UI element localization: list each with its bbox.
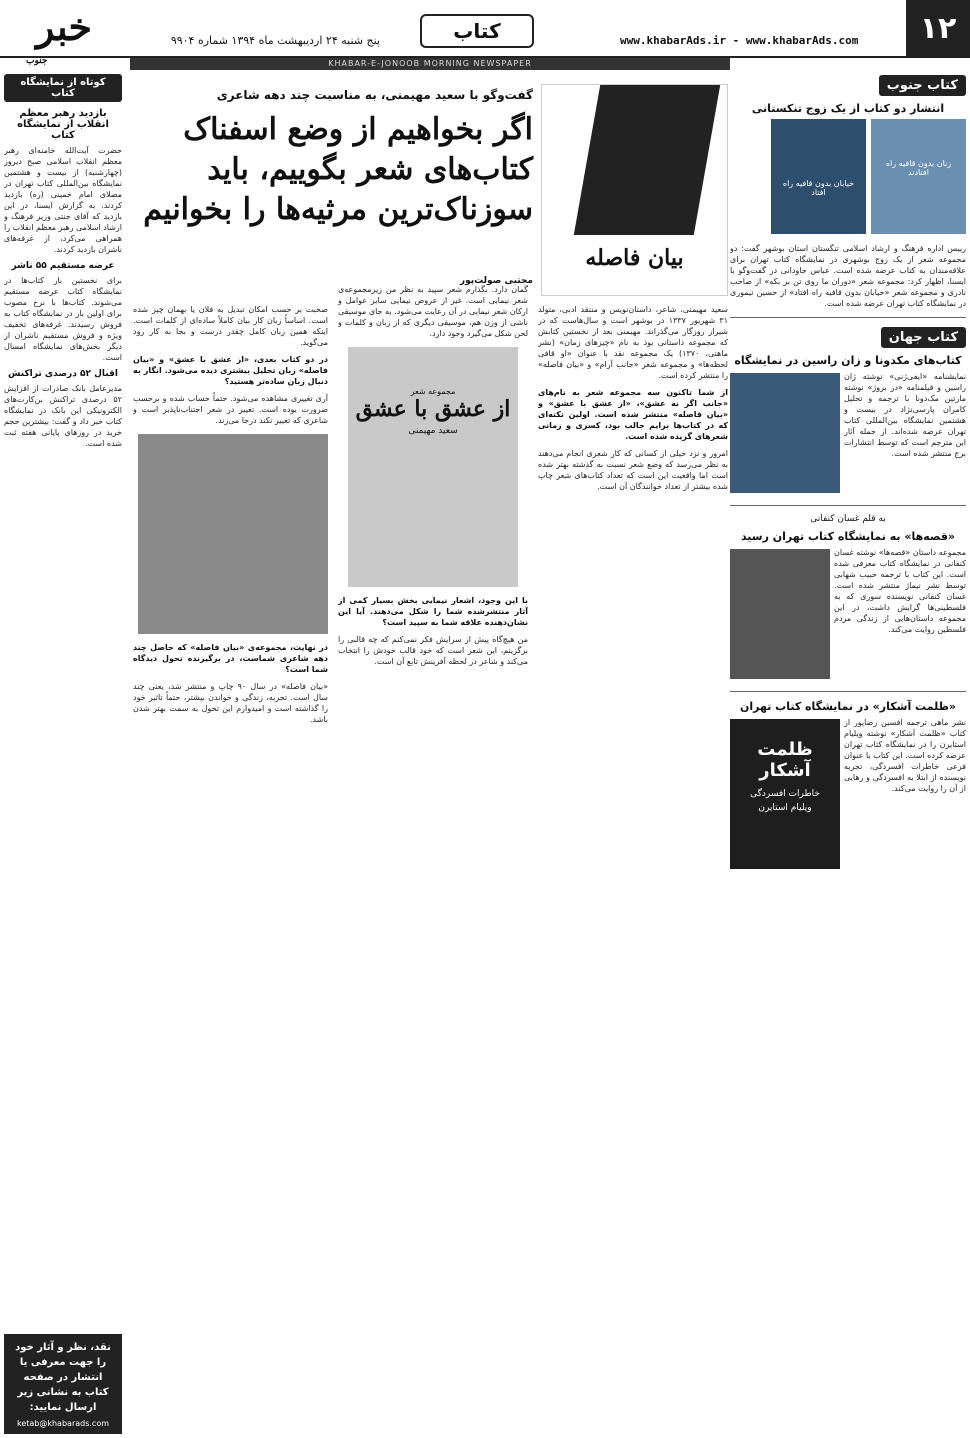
box-title-south: کتاب جنوب — [879, 75, 966, 96]
date-line: پنج شنبه ۲۴ اردیبهشت ماه ۱۳۹۴ شماره ۹۹۰۴ — [170, 34, 380, 47]
col-2-text: گمان دارد. بگذارم شعر سپید به نظر من زیرمجموعه‌ی شعر نیمایی است. غیر از عروض نیمایی سایر عوامل و ارکان شعر نیمایی در آن رعایت می‌شود. به جای موسیقی ناشی از وزن هم، موسیقی دیگری که از زبان و کلمات و لحن شکل می‌گیرد وجود دارد. — [338, 285, 528, 338]
logo — [4, 2, 124, 66]
col-1-text: سعید مهیمنی، شاعر، داستان‌نویس و منتقد ادبی، متولد ۳۱ شهریور ۱۳۳۷ در بوشهر است و سال‌هاست که در شیراز روزگار می‌گذراند. مهیمنی بعد از نخستین کتابش که مجموعه داستانی بود به نام «چیزهای زمان» (نشر ماهنی، ۱۳۷۰) یک مجموعه نقد با عنوان «او قافی لحظه‌ها» و مجموعه شعر «جانب آرام» و «بیان فاصله» را منتشر کرده است. — [538, 305, 728, 380]
article-col-3 — [133, 304, 328, 1424]
styron-book-cover — [730, 719, 840, 869]
cover-2-title: از عشق با عشق — [355, 396, 511, 422]
right-column — [730, 74, 966, 1434]
styron-cover-author: ویلیام استایرن — [758, 803, 812, 813]
site-url[interactable]: www.khabarAds.ir - www.khabarAds.com — [620, 34, 859, 47]
cover-2 — [348, 347, 518, 587]
article-headline: اگر بخواهیم از وضع اسفناک کتاب‌های شعر بگوییم، باید سوزناک‌ترین مرثیه‌ها را بخوانیم — [143, 112, 533, 227]
kanafani-photo — [730, 549, 830, 679]
author-portrait — [138, 434, 328, 634]
col-3-question: در دو کتاب بعدی، «از عشق با عشق» و «بیان فاصله» زبان تحلیل بیشتری دیده می‌شود. انگار به دنبال زبان ساده‌تر هستید؟ — [133, 355, 328, 386]
col-3-text: صحبت بر حسب امکان تبدیل به فلان یا بهمان چیز شده است. اساساً زبان کار بیان کاملاً ساده‌ای از کلمات است. اینکه همین زبان کامل چقدر درست و بجا به کار رود می‌گوید. — [133, 305, 328, 347]
col-2-question: با این وجود، اشعار نیمایی بخش بسیار کمی از آثار منتشرشده شما را شکل می‌دهند. آیا این نشان‌دهنده علاقه شما به سپید است؟ — [338, 596, 528, 627]
short-news-h2: عرضه مستقیم ۵۵ ناشر — [11, 261, 115, 271]
section-styron — [730, 700, 966, 873]
left-column — [4, 74, 122, 1434]
cover-2-sub: مجموعه شعر — [410, 387, 456, 396]
col-2-answer: من هیچ‌گاه پیش از سرایش فکر نمی‌کنم که چه قالبی را برگزینم، این شعر است که خود قالب خودش را انتخاب می‌کند و شاعر در لحظه آفرینش تابع آن است. — [338, 635, 528, 666]
byline-kanafani: به قلم غسان کنفانی — [810, 514, 886, 524]
section-box-world — [730, 326, 966, 497]
box-title-world: کتاب جهان — [881, 327, 966, 348]
section-box-south — [730, 74, 966, 309]
short-news-body2: برای نخستین بار کتاب‌ها در نمایشگاه کتاب عرضه مستقیم می‌شوند. کتاب‌ها با نرخ مصوب برای اولین بار در نمایشگاه کتاب به فروش رسیدند. غرفه‌های تخفیف ویژه و فروش مستقیم ناشران از دیگر بخش‌های نمایشگاه امسال است. — [4, 276, 122, 362]
styron-cover-title: ظلمت آشکار — [757, 739, 813, 781]
masthead-strip: KHABAR-E-JONOOB MORNING NEWSPAPER — [130, 58, 730, 70]
submission-text: نقد، نظر و آثار خود را جهت معرفی یا انتشار در صفحه کتاب به نشانی زیر ارسال نمایید: — [15, 1342, 111, 1413]
headline-styron: «ظلمت آشکار» در نمایشگاه کتاب تهران — [739, 700, 957, 713]
page-number: ۱۲ — [906, 0, 970, 56]
article-kicker: گفت‌وگو با سعید مهیمنی، به مناسبت چند دهه شاعری — [216, 88, 533, 102]
section-kanafani — [730, 514, 966, 683]
cover-2-author: سعید مهیمنی — [408, 426, 458, 436]
col-1-answer: امروز و نزد خیلی از کسانی که کار شعری انجام می‌دهند به نظر می‌رسد که وضع شعر نسبت به گذشته بهتر شده است اما واقعیت این است که تعداد کتاب‌های شعر چاپ شده بیشتر از تعداد خوانندگان آن است. — [538, 449, 728, 491]
col-1-question: از شما تاکنون سه مجموعه شعر به نام‌های «جانب اگر نه عشق»، «از عشق با عشق» و «بیان فاصله» منتشر شده است. اولین نکته‌ای که در کتاب‌ها برایم جالب بود، کسری و زمانی شعرهای گزیده شده است. — [538, 388, 728, 441]
book-cover-2 — [771, 119, 866, 234]
headline-south: انتشار دو کتاب از یک زوج تنکستانی — [751, 102, 945, 115]
body-styron: نشر ماهی ترجمه افسین رضاپور از کتاب «ظلمت آشکار» نوشته ویلیام استایرن را در نمایشگاه کتاب تهران عرضه کرده است. این کتاب با عنوان فرعی خاطرات افسردگی، تجربه نویسنده از ابتلا به افسردگی و رهایی از آن را روایت می‌کند. — [844, 718, 966, 793]
body-south: رییس اداره فرهنگ و ارشاد اسلامی تنگستان استان بوشهر گفت: دو مجموعه شعر از یک زوج بوشهری در نمایشگاه کتاب تهران برای علاقه‌مندان به کتاب عرضه شده است. عباس جاودانی در گفت‌وگو با ایسنا، اظهار کرد: مجموعه شعر «دوران ما روی تن بر بکه» از صاحب نادری و مجموعه شعر «خیابان بدون قافیه راه افتاد» از حسین تیموری در نمایشگاه کتاب تهران عرضه شده است. — [730, 244, 966, 308]
world-book-photo — [730, 373, 840, 493]
submission-email[interactable]: ketab@khabarads.com — [16, 1419, 110, 1428]
section-label: کتاب — [420, 14, 534, 48]
short-news-body3: مدیرعامل بانک صادرات از افزایش ۵۲ درصدی تراکنش بن‌کارت‌های الکترونیکی این بانک در نمایشگاه کتاب خبر داد و گفت: بیشترین حجم خرید در روزهای پایانی هفته ثبت شده است. — [4, 384, 122, 448]
col-3-answer: آری تغییری مشاهده می‌شود. حتماً حساب شده و برحسب ضرورت بوده است. تغییر در شعر اجتناب‌ناپذیر است و شاعری که تغییر نکند درجا می‌زند. — [133, 394, 328, 425]
article-author: مجتبی صولت‌پور — [459, 276, 533, 286]
col-3-answer-2: «بیان فاصله» در سال ۹۰ چاپ و منتشر شد، یعنی چند سال است. تجربه، زندگی و خواندن بیشتر، حتماً تاثیر خود را گذاشته است و امیدوارم این تحول به سمت بهتر شدن باشد. — [133, 682, 328, 724]
short-news-h1: بازدید رهبر معظم انقلاب از نمایشگاه کتاب — [17, 108, 109, 141]
headline-world: کتاب‌های مکدونا و زان راسین در نمایشگاه — [734, 354, 962, 367]
book-cover-1 — [871, 119, 966, 234]
book-cover-1-title: زنان بدون قافیه راه افتادند — [885, 159, 952, 177]
body-world: نمایشنامه «ایفی‌ژنی» نوشته ژان راسین و فیلمنامه «در بروژ» نوشته مارتین مک‌دونا با ترجمه و تحلیل کامران پارسی‌نژاد در بیست و هشتمین نمایشگاه بین‌المللی کتاب تهران عرضه شده‌اند. از جمله آثار این مترجم است که توسط انتشارات برج منتشر شده است. — [844, 372, 966, 458]
book-covers — [730, 119, 966, 239]
article-col-1 — [538, 304, 728, 1424]
cover-1-art — [574, 85, 720, 235]
logo-sub: جنوب — [26, 56, 48, 66]
short-news-h3: اقبال ۵۲ درصدی تراکنش — [8, 369, 118, 379]
cover-1 — [541, 84, 728, 296]
headline-kanafani: «قصه‌ها» به نمایشگاه کتاب تهران رسید — [740, 530, 956, 543]
box-title-short-news: کوتاه از نمایشگاه کتاب — [4, 74, 122, 102]
cover-1-title: بیان فاصله — [585, 245, 684, 271]
styron-cover-sub: خاطرات افسردگی — [750, 789, 820, 799]
short-news-body1: حضرت آیت‌الله خامنه‌ای رهبر معظم انقلاب اسلامی صبح دیروز (چهارشنبه) از بیست و هشتمین نمایشگاه بین‌المللی کتاب تهران در مصلای امام خمینی (ره) بازدید کردند. به گزارش ایسنا، در این بازدید که آقای جنتی وزیر فرهنگ و ارشاد اسلامی رهبر معظم انقلاب را همراهی می‌کرد، از غرفه‌های ناشران بازدید کردند. — [4, 146, 122, 254]
col-3-question-2: در نهایت، مجموعه‌ی «بیان فاصله» که حاصل چند دهه شاعری شماست، در برگیرنده تحول دیدگاه شما است؟ — [133, 643, 328, 674]
submission-box — [4, 1334, 122, 1434]
body-kanafani: مجموعه داستان «قصه‌ها» نوشته غسان کنفانی در نمایشگاه کتاب معرفی شده است. این کتاب با ترجمه حبیب شهابی توسط نشر نیماژ منتشر شده است. غسان کنفانی نویسنده سوری که به فلسطینی‌ها گرایش داشت، در این مجموعه داستان‌هایی از زندگی مردم فلسطین روایت می‌کند. — [834, 548, 966, 634]
main-article — [128, 74, 728, 1434]
logo-text: خبر — [36, 4, 92, 49]
book-cover-2-title: خیابان بدون قافیه راه افتاد — [782, 179, 855, 197]
article-col-2 — [338, 284, 528, 1424]
